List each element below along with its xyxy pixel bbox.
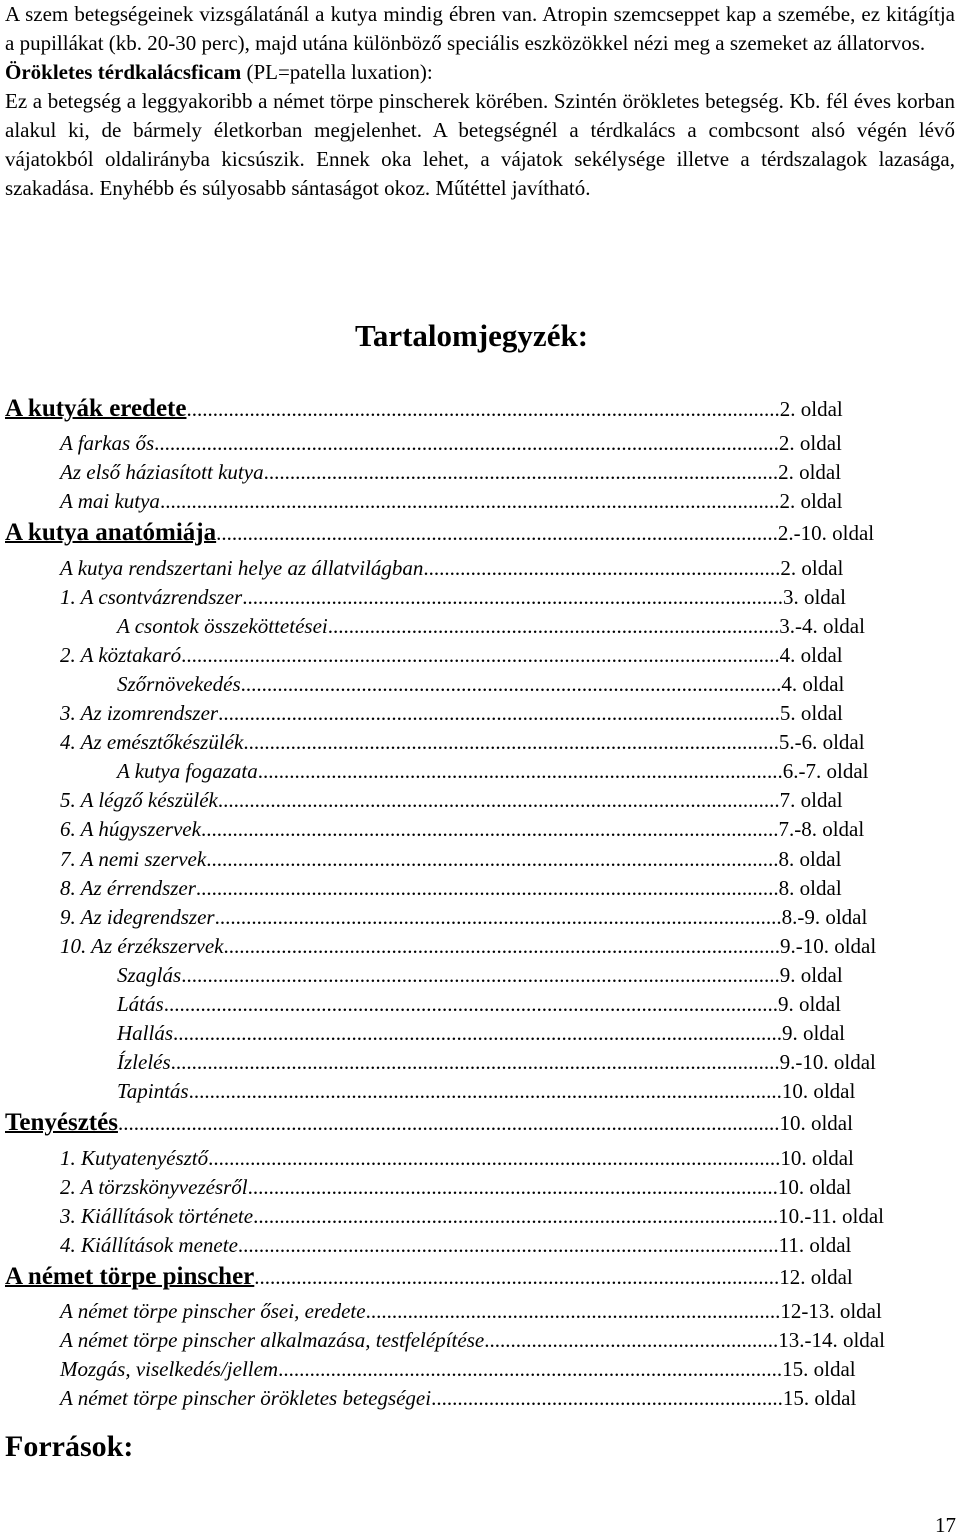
toc-entry-label: Tenyésztés [5, 1109, 118, 1137]
toc-entry[interactable] [117, 612, 865, 640]
toc-leader-dots: ....................................................................................................... [237, 1232, 779, 1257]
toc-entry[interactable] [117, 757, 869, 785]
toc-entry-label: 9. Az idegrendszer [60, 904, 215, 929]
toc-leader-dots: .................................................................... [423, 555, 781, 580]
toc-entry[interactable] [117, 990, 841, 1018]
toc-entry-label: Szaglás [117, 962, 182, 987]
toc-entry[interactable] [60, 932, 876, 960]
toc-entry-label: A német törpe pinscher örökletes betegségei [60, 1386, 432, 1411]
toc-entry[interactable] [5, 519, 874, 547]
toc-leader-dots: ............................................................................................................ [214, 904, 782, 929]
toc-entry[interactable] [60, 903, 867, 931]
toc-entry-page: 9.-10. oldal [779, 933, 877, 958]
toc-entry-page: 2. oldal [778, 460, 842, 485]
toc-entry[interactable] [60, 1202, 884, 1230]
toc-entry[interactable] [117, 670, 844, 698]
toc-entry-page: 9. oldal [779, 962, 843, 987]
toc-entry-label: Ízlelés [117, 1050, 171, 1075]
toc-leader-dots: ........................................................ [484, 1328, 779, 1353]
page-number: 17 [935, 1513, 956, 1537]
toc-entry-page: 4. oldal [781, 671, 845, 696]
heading-bold: Örökletes térdkalácsficam [5, 60, 242, 84]
toc-leader-dots: ...................................................................................................................... [159, 489, 780, 514]
toc-entry-label: Mozgás, viselkedés/jellem [60, 1357, 279, 1382]
toc-entry-page: 12. oldal [779, 1264, 853, 1289]
toc-leader-dots: ..................................................................................................... [247, 1174, 778, 1199]
toc-entry-page: 13.-14. oldal [778, 1328, 885, 1353]
toc-leader-dots: .............................................................................................................. [200, 817, 779, 842]
toc-entry[interactable] [117, 1077, 855, 1105]
toc-entry[interactable] [60, 1384, 856, 1412]
toc-entry[interactable] [60, 874, 842, 902]
toc-entry[interactable] [60, 583, 846, 611]
toc-entry[interactable] [60, 554, 843, 582]
toc-leader-dots: .................................................................................................................... [173, 1021, 783, 1046]
toc-entry-label: 6. A húgyszervek [60, 817, 201, 842]
toc-entry-label: Szőrnövekedés [117, 671, 241, 696]
toc-entry-page: 15. oldal [782, 1357, 856, 1382]
toc-leader-dots: ................................................................................................................. [186, 397, 780, 421]
toc-entry-page: 3.-4. oldal [779, 613, 865, 638]
toc-leader-dots: ...................................................................................................... [243, 730, 779, 755]
toc-leader-dots: ............................................................................................................. [206, 846, 779, 871]
toc-entry[interactable] [60, 1144, 854, 1172]
toc-leader-dots: ............................................................................................................. [208, 1145, 781, 1170]
toc-entry-page: 7. oldal [779, 788, 843, 813]
toc-entry-label: A csontok összeköttetései [117, 613, 328, 638]
toc-entry-label: A kutya anatómiája [5, 519, 217, 547]
toc-entry-page: 8.-9. oldal [781, 904, 868, 929]
intro-text [5, 0, 955, 203]
heading-rest: (PL=patella luxation): [241, 60, 433, 84]
toc-entry-label: Látás [117, 992, 164, 1016]
toc-leader-dots: ............................................................................... [365, 1299, 781, 1323]
toc-entry-page: 2. oldal [778, 431, 842, 456]
toc-leader-dots: ................................................................................................ [278, 1357, 783, 1382]
toc-entry-page: 9. oldal [777, 992, 841, 1016]
paragraph-eye-exam: A szem betegségeinek vizsgálatánál a kutya mindig ébren van. Atropin szemcseppet kap a szemébe, ez kitágítja a pupillákat (kb. 20-30 perc), majd utána különböző speciális eszközökkel nézi meg a szemeket az állatorvos. [5, 2, 955, 55]
toc-entry-label: 3. Kiállítások története [60, 1203, 254, 1228]
toc-entry-label: A kutya fogazata [117, 759, 258, 784]
toc-leader-dots: ................................................................... [431, 1386, 783, 1411]
toc-entry[interactable] [60, 487, 842, 515]
toc-leader-dots: ....................................................................................................... [242, 584, 783, 609]
toc-entry-page: 8. oldal [778, 846, 842, 871]
toc-entry-page: 5. oldal [779, 701, 843, 725]
toc-entry[interactable] [5, 395, 843, 423]
toc-leader-dots: .................................................................................................... [257, 759, 783, 784]
toc-leader-dots: .................................................................................................................. [181, 962, 780, 987]
toc-entry[interactable] [60, 786, 843, 814]
toc-leader-dots: .............................................................................................................................. [117, 1111, 780, 1136]
toc-entry-label: Az első háziasított kutya [60, 460, 264, 485]
toc-entry-label: A kutyák eredete [5, 395, 187, 422]
toc-entry-label: 1. A csontvázrendszer [60, 584, 243, 609]
toc-entry-label: Tapintás [117, 1079, 189, 1104]
toc-entry-page: 8. oldal [778, 875, 842, 900]
toc-entry[interactable] [60, 1355, 856, 1383]
toc-entry-page: 10. oldal [779, 1111, 853, 1136]
toc-entry-page: 3. oldal [782, 584, 846, 609]
toc-entry[interactable] [60, 815, 864, 843]
toc-leader-dots: .................................................................................................................... [170, 1050, 780, 1075]
toc-entry-label: A farkas ős [60, 431, 155, 456]
toc-entry-page: 6.-7. oldal [782, 759, 869, 784]
toc-leader-dots: ........................................................................................................... [217, 788, 780, 813]
toc-entry-page: 5.-6. oldal [778, 730, 865, 755]
toc-entry-page: 7.-8. oldal [778, 817, 865, 842]
toc-entry[interactable] [60, 429, 842, 457]
toc-entry[interactable] [60, 699, 843, 727]
toc-entry-label: 7. A nemi szervek [60, 846, 207, 871]
toc-leader-dots: ........................................................................................................... [216, 521, 778, 546]
toc-leader-dots: .......................................................................................................... [223, 933, 780, 958]
toc-entry-label: 10. Az érzékszervek [60, 933, 224, 958]
toc-entry-label: 2. A törzskönyvezésről [60, 1174, 248, 1199]
toc-entry[interactable] [60, 845, 841, 873]
toc-entry-page: 9.-10. oldal [779, 1050, 876, 1075]
toc-leader-dots: ....................................................................................................................... [154, 431, 779, 456]
toc-entry-page: 4. oldal [779, 642, 843, 667]
toc-leader-dots: ........................................................................................................... [218, 701, 780, 725]
toc-entry-page: 2. oldal [780, 555, 844, 580]
toc-entry-label: 3. Az izomrendszer [60, 701, 219, 725]
toc-leader-dots: ...................................................................................... [327, 613, 780, 638]
toc-title: Tartalomjegyzék: [355, 318, 589, 353]
toc-entry-label: Hallás [117, 1021, 174, 1046]
toc-entry[interactable] [5, 1109, 853, 1137]
toc-entry-label: 5. A légző készülék [60, 788, 218, 813]
toc-entry-label: A német törpe pinscher alkalmazása, testfelépítése [60, 1328, 485, 1353]
toc-entry-page: 10. oldal [781, 1079, 856, 1104]
toc-entry[interactable] [60, 1297, 882, 1325]
toc-entry-label: A német törpe pinscher ősei, eredete [60, 1299, 366, 1323]
toc-entry-label: A német törpe pinscher [5, 1262, 255, 1290]
toc-entry[interactable] [60, 1326, 885, 1354]
toc-leader-dots: ....................................................................................................... [240, 671, 782, 696]
toc-entry[interactable] [117, 961, 843, 989]
toc-entry[interactable] [117, 1019, 845, 1047]
toc-entry-label: 8. Az érrendszer [60, 875, 196, 900]
toc-entry[interactable] [60, 641, 843, 669]
toc-entry[interactable] [117, 1048, 876, 1076]
sources-heading: Források: [5, 1430, 134, 1463]
toc-entry-label: 1. Kutyatenyésztő [60, 1145, 209, 1170]
toc-entry-label: A mai kutya [60, 489, 160, 514]
toc-entry-label: A kutya rendszertani helye az állatvilágban [60, 555, 424, 580]
toc-entry-page: 2. oldal [779, 397, 843, 421]
toc-entry-label: 4. Kiállítások menete [60, 1232, 238, 1257]
toc-leader-dots: .................................................................................................. [263, 460, 779, 485]
toc-leader-dots: ..................................................................................................................... [163, 992, 778, 1016]
toc-entry-page: 10. oldal [777, 1174, 852, 1199]
toc-entry-page: 2. oldal [779, 489, 843, 514]
toc-entry-page: 15. oldal [782, 1386, 857, 1411]
section-heading-patella [5, 58, 955, 87]
toc-entry-page: 9. oldal [782, 1021, 846, 1046]
toc-entry[interactable] [60, 458, 841, 486]
toc-entry[interactable] [5, 1263, 853, 1291]
toc-entry[interactable] [60, 1173, 851, 1201]
toc-entry-page: 12-13. oldal [780, 1299, 882, 1323]
toc-leader-dots: .................................................................................................... [254, 1264, 780, 1289]
paragraph-patella: Ez a betegség a leggyakoribb a német törpe pinscherek körében. Szintén örökletes betegség. Kb. fél éves korban alakul ki, de bármely életkorban megjelenhet. A betegségnél a térdkalács a combcsont alsó végén lévő vájatokból oldalirányba kicsúszik. Ennek oka lehet, a vájatok sekélysége illetve a térdszalagok lazasága, szakadása. Enyhébb és súlyosabb sántaságot okoz. Műtéttel javítható. [5, 89, 955, 200]
toc-entry[interactable] [60, 1231, 851, 1259]
toc-entry-page: 10.-11. oldal [778, 1203, 885, 1228]
toc-leader-dots: ............................................................................................................... [195, 875, 779, 900]
toc-entry-label: 2. A köztakaró [60, 642, 182, 667]
toc-entry-page: 10. oldal [780, 1145, 854, 1170]
toc-entry-page: 2.-10. oldal [777, 521, 875, 546]
toc-leader-dots: ................................................................................................................. [188, 1079, 782, 1104]
toc-entry-page: 11. oldal [778, 1232, 852, 1257]
toc-entry-label: 4. Az emésztőkészülék [60, 730, 244, 755]
toc-entry[interactable] [60, 728, 865, 756]
toc-leader-dots: .................................................................................................... [253, 1203, 779, 1228]
toc-leader-dots: .................................................................................................................. [181, 642, 780, 667]
